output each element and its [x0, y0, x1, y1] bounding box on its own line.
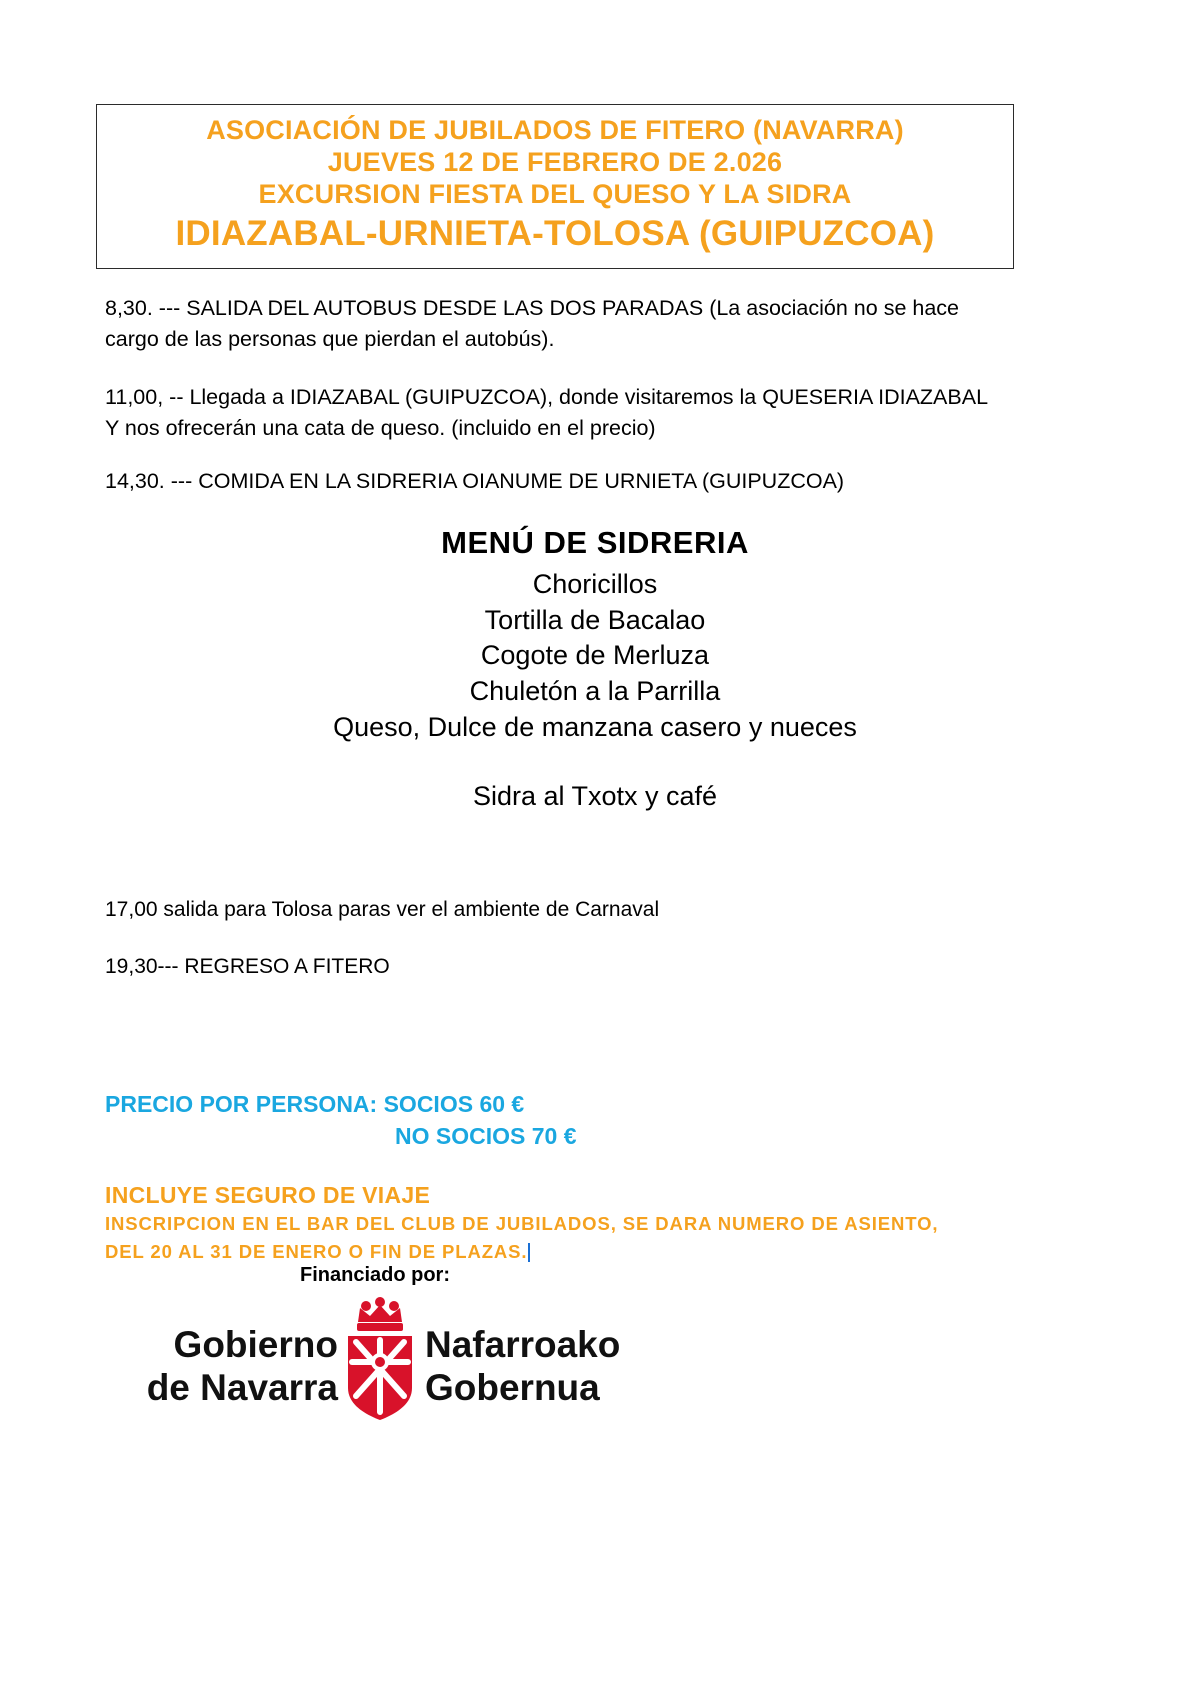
price-block: [105, 1088, 1005, 1152]
logo-text-spanish-line2: de Navarra: [146, 1366, 338, 1408]
logo-text-spanish: [106, 1324, 338, 1410]
header-line-date: JUEVES 12 DE FEBRERO DE 2.026: [327, 146, 783, 177]
navarra-shield-icon: [338, 1296, 422, 1422]
header-box: [96, 104, 1014, 269]
itinerary-departure: 8,30. --- SALIDA DEL AUTOBUS DESDE LAS DOS PARADAS (La asociación no se hace cargo de las personas que pierdan el autobús).: [105, 296, 959, 352]
logo-text-spanish-line1: Gobierno: [173, 1324, 338, 1365]
registration-line-2: DEL 20 AL 31 DE ENERO O FIN DE PLAZAS.: [105, 1240, 528, 1262]
menu-drink: Sidra al Txotx y café: [472, 781, 718, 812]
price-members: PRECIO POR PERSONA: SOCIOS 60 €: [105, 1091, 525, 1117]
includes-insurance: INCLUYE SEGURO DE VIAJE: [105, 1182, 431, 1208]
header-line-association: ASOCIACIÓN DE JUBILADOS DE FITERO (NAVARRA): [206, 115, 904, 145]
registration-line-1: INSCRIPCION EN EL BAR DEL CLUB DE JUBILADOS, SE DARA NUMERO DE ASIENTO,: [105, 1213, 939, 1234]
menu-item: Chuletón a la Parrilla: [469, 675, 721, 706]
navarra-government-logo: [100, 1296, 660, 1436]
menu-item: Queso, Dulce de manzana casero y nueces: [333, 711, 857, 742]
itinerary-return: 19,30--- REGRESO A FITERO: [105, 955, 390, 978]
itinerary-tolosa: 17,00 salida para Tolosa paras ver el ambiente de Carnaval: [105, 898, 660, 921]
logo-text-basque: [425, 1324, 685, 1410]
itinerary-lunch: 14,30. --- COMIDA EN LA SIDRERIA OIANUME DE URNIETA (GUIPUZCOA): [105, 469, 845, 493]
registration-line-2-wrap: [105, 1240, 1035, 1265]
menu-block: [0, 525, 1190, 812]
financed-by-label: Financiado por:: [300, 1264, 450, 1286]
header-line-route: IDIAZABAL-URNIETA-TOLOSA (GUIPUZCOA): [175, 213, 935, 253]
menu-title: MENÚ DE SIDRERIA: [441, 525, 749, 560]
logo-text-basque-line2: Gobernua: [425, 1366, 600, 1408]
includes-block: [105, 1182, 1035, 1265]
menu-item: Tortilla de Bacalao: [484, 604, 706, 635]
menu-item: Cogote de Merluza: [480, 640, 710, 671]
header-line-event: EXCURSION FIESTA DEL QUESO Y LA SIDRA: [258, 178, 852, 209]
logo-text-basque-line1: Nafarroako: [425, 1324, 621, 1365]
menu-item: Choricillos: [532, 569, 658, 599]
price-non-members: NO SOCIOS 70 €: [395, 1123, 577, 1150]
itinerary-arrival: 11,00, -- Llegada a IDIAZABAL (GUIPUZCOA), donde visitaremos la QUESERIA IDIAZABAL Y nos ofrecerán una cata de queso. (incluido en el precio): [105, 385, 988, 441]
text-caret: [528, 1243, 530, 1262]
